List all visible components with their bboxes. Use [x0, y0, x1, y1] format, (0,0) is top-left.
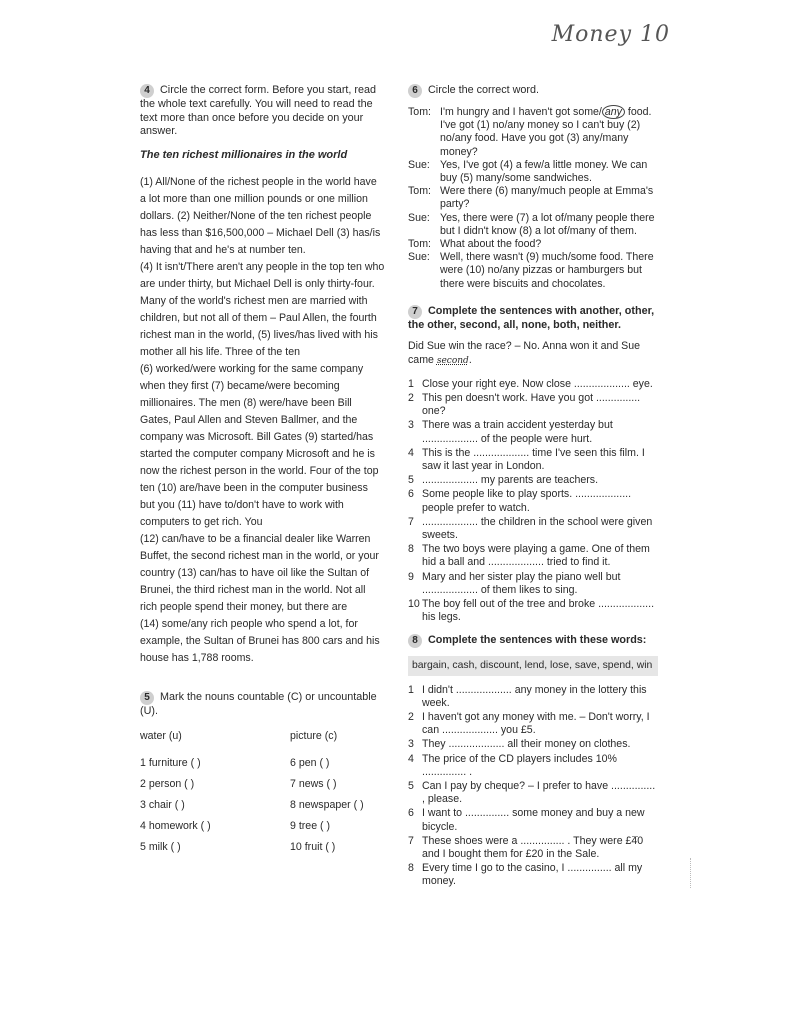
dialogue-line: Sue: Yes, there were (7) a lot of/many people there but I didn't know (8) a lot of/many of them.: [408, 211, 655, 237]
exercise-number-badge: 7: [408, 305, 422, 319]
list-item: 3 chair ( ): [140, 799, 185, 811]
list-item: 1 I didn't ................... any money in the lottery this week.: [408, 683, 647, 709]
speaker: Sue:: [408, 158, 430, 171]
list-item: 9 tree ( ): [290, 820, 331, 832]
speaker: Sue:: [408, 251, 430, 264]
list-item: 6 Some people like to play sports. ................... people prefer to watch.: [408, 488, 632, 514]
list-item: 7 news ( ): [290, 778, 337, 790]
speaker: Tom:: [408, 106, 431, 118]
scan-specks: [690, 858, 693, 888]
list-item: 1 furniture ( ): [140, 757, 201, 769]
dialogue-line: Sue: Well, there wasn't (9) much/some food. There were (10) no/any pizzas or hamburgers but there were biscuits and chocolates.: [408, 251, 654, 290]
list-item: 10 fruit ( ): [290, 841, 336, 853]
list-item: 6 pen ( ): [290, 757, 330, 769]
list-item: 9 Mary and her sister play the piano well but ................... of them likes to sing.: [408, 570, 621, 596]
exercise-7-example: Did Sue win the race? – No. Anna won it and Sue came second.: [408, 340, 641, 366]
list-item: 3 There was a train accident yesterday but ................... of the people were hurt.: [408, 419, 613, 445]
list-item: 2 This pen doesn't work. Have you got ............... one?: [408, 391, 641, 418]
list-item: 4 homework ( ): [140, 820, 211, 832]
exercise-number-badge: 5: [140, 691, 154, 705]
page-header-title: Money 10: [551, 22, 670, 47]
exercise-7-items: [408, 378, 658, 625]
list-item: 1 Close your right eye. Now close ................... eye.: [408, 377, 653, 390]
list-item: 10 The boy fell out of the tree and broke ................... his legs.: [408, 598, 655, 624]
exercise-4-text: [140, 174, 385, 667]
circled-answer: any: [602, 105, 625, 119]
example-countable: picture (c): [290, 730, 338, 742]
exercise-4-instruction: 4 Circle the correct form. Before you start, read the whole text carefully. You will need to read the text more than once before you decide on your answer.: [140, 84, 377, 137]
list-item: 7 ................... the children in the school were given sweets.: [408, 515, 653, 541]
exercise-number-badge: 8: [408, 634, 422, 648]
list-item: 3 They ................... all their money on clothes.: [408, 738, 631, 751]
list-item: 7 These shoes were a ............... . They were £40 and I bought them for £20 in the Sale.: [408, 834, 644, 861]
right-column: [408, 84, 658, 890]
list-item: 4 This is the ................... time I've seen this film. I saw it last year in London.: [408, 446, 645, 472]
list-item: 4 The price of the CD players includes 10% ............... .: [408, 752, 617, 778]
text-paragraph: (1) All/None of the richest people in the world have a lot more than one million pounds or one million dollars. (2) Neither/None of the ten richest people has less than $16,500,000 – Michael Dell (3) has/is having that and he's at number ten.: [140, 175, 381, 256]
speaker: Tom:: [408, 238, 431, 251]
example-uncountable: water (u): [140, 730, 182, 742]
pencil-mark: [632, 836, 638, 840]
exercise-8-items: [408, 684, 658, 889]
speaker: Tom:: [408, 185, 431, 198]
list-item: 6 I want to ............... some money and buy a new bicycle.: [408, 807, 645, 833]
left-column: [140, 84, 385, 856]
list-item: 5 ................... my parents are teachers.: [408, 474, 599, 487]
dialogue-line: Tom: What about the food?: [408, 238, 542, 251]
dialogue-line: Sue: Yes, I've got (4) a few/a little money. We can buy (5) many/some sandwiches.: [408, 158, 648, 185]
exercise-6-instruction: 6 Circle the correct word.: [408, 84, 658, 98]
exercise-7-instruction: 7 Complete the sentences with another, other, the other, second, all, none, both, neither.: [408, 304, 655, 331]
text-paragraph: (4) It isn't/There aren't any people in the top ten who are under thirty, but Michael Dell is only thirty-four. Many of the world's richest men are married with children, but not all of them – Paul Allen, the fourth richest man in the world, (5) lives/has lived with his mother all his life. Three of the ten: [140, 260, 385, 358]
exercise-number-badge: 6: [408, 84, 422, 98]
exercise-number-badge: 4: [140, 84, 154, 98]
exercise-6-dialogue: [408, 106, 658, 291]
list-item: 8 newspaper ( ): [290, 799, 364, 811]
exercise-8-instruction: 8 Complete the sentences with these words:: [408, 634, 658, 648]
dialogue-line: Tom: I'm hungry and I haven't got some/ any food. I've got (1) no/any money so I can't buy (2) no/any food. Have you got (3) any/many money?: [408, 106, 652, 158]
dialogue-line: Tom: Were there (6) many/much people at Emma's party?: [408, 185, 654, 211]
list-item: 5 milk ( ): [140, 841, 181, 853]
text-paragraph: (6) worked/were working for the same company when they first (7) became/were becoming millionaires. The men (8) were/have been Bill Gates, Paul Allen and Steven Ballmer, and the company was Microsoft. Bill Gates (9) started/has started the computer company Microsoft and he is now the richest person in the world. Four of the top ten (10) are/have been in the computer business but you (11) have to/don't have to work with computers to get rich. You: [140, 362, 379, 528]
list-item: 8 The two boys were playing a game. One of them hid a ball and ................... tried to find it.: [408, 543, 650, 569]
text-paragraph: (14) some/any rich people who spend a lot, for example, the Sultan of Brunei has 800 cars and his house has 1,788 rooms.: [140, 617, 380, 664]
exercise-5-instruction: 5 Mark the nouns countable (C) or uncountable (U).: [140, 690, 377, 717]
list-item: 8 Every time I go to the casino, I ............... all my money.: [408, 862, 643, 888]
word-box: bargain, cash, discount, lend, lose, save, spend, win: [408, 656, 658, 675]
text-paragraph: (12) can/have to be a financial dealer like Warren Buffet, the second richest man in the world, or your country (13) can/has to have oil like the Sultan of Brunei, the third richest man in the world. Not all rich people spend their money, but there are: [140, 532, 379, 613]
exercise-5-example: [140, 728, 385, 745]
speaker: Sue:: [408, 211, 430, 224]
exercise-4-title: The ten richest millionaires in the world: [140, 148, 348, 161]
exercise-5-items: [140, 755, 385, 856]
list-item: 5 Can I pay by cheque? – I prefer to have ............... , please.: [408, 780, 656, 806]
list-item: 2 I haven't got any money with me. – Don't worry, I can ................... you £5.: [408, 711, 650, 737]
list-item: 2 person ( ): [140, 778, 195, 790]
handwritten-answer: second: [436, 355, 469, 366]
